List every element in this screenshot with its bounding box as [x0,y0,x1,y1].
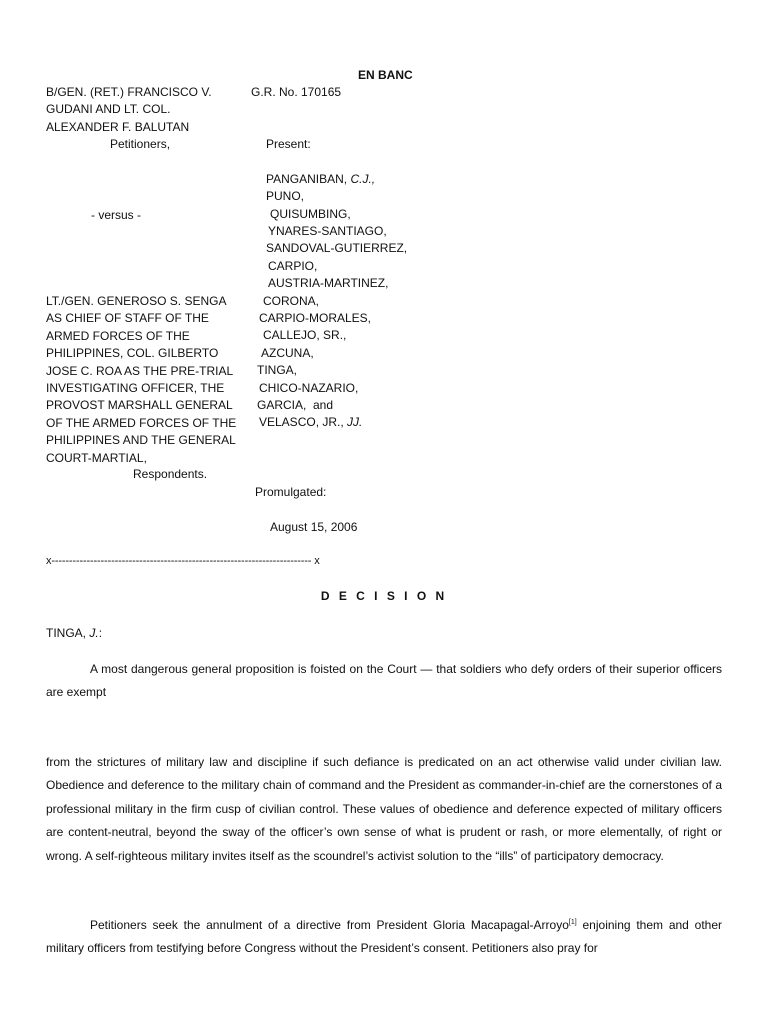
justice-name: QUISUMBING, [270,207,351,221]
present-label: Present: [266,137,311,151]
justice-name: TINGA, [257,363,298,377]
respondents-role: Respondents. [133,467,208,481]
petitioner-line: GUDANI AND LT. COL. [46,102,171,117]
separator-line: x-------------------------------------------------------------------------- x [46,555,320,567]
justice-name: SANDOVAL-GUTIERREZ, [266,241,408,255]
versus-label: - versus - [91,208,142,222]
petitioners-block [46,84,212,136]
respondent-line: OF THE ARMED FORCES OF THE [46,415,237,430]
justice-name: GARCIA, and [257,398,334,412]
justice-name: AZCUNA, [261,346,314,360]
footnote-ref[interactable]: [1] [568,919,577,926]
petitioner-line: ALEXANDER F. BALUTAN [46,119,190,134]
respondent-line: PHILIPPINES, COL. GILBERTO [46,346,219,361]
ponente: TINGA, J.: [46,626,103,640]
respondent-line: ARMED FORCES OF THE [46,328,190,343]
respondent-line: PHILIPPINES AND THE GENERAL [46,433,236,448]
respondents-block [46,293,236,467]
justice-name: CHICO-NAZARIO, [259,381,359,395]
paragraph-3: Petitioners seek the annulment of a directive from President Gloria Macapagal-Arroyo[1] enjoining them and other military officers from testifying before Congress without the President’s consent. Petitioners also pray for [46,918,723,956]
paragraph-2: from the strictures of military law and discipline if such defiance is predicated on an act otherwise valid under civilian law. Obedience and deference to the military chain of command and the President as commander-in-chief are the cornerstones of a professional military in the firm cusp of civilian control. These values of obedience and deference expected of military officers are content-neutral, beyond the sway of the officer’s own sense of what is prudent or rash, or more elementally, of right or wrong. A self-righteous military invites itself as the scoundrel’s activist solution to the “ills” of participatory democracy. [46,755,722,863]
respondent-line: PROVOST MARSHALL GENERAL [46,398,233,413]
justice-name: CARPIO, [268,259,318,273]
respondent-line: INVESTIGATING OFFICER, THE [46,381,225,396]
court-division: EN BANC [358,68,413,82]
respondent-line: JOSE C. ROA AS THE PRE-TRIAL [46,363,234,378]
respondent-line: LT./GEN. GENEROSO S. SENGA [46,294,227,308]
justice-name: VELASCO, JR., JJ. [259,415,363,429]
paragraph-1: A most dangerous general proposition is foisted on the Court — that soldiers who defy orders of their superior officers are exempt [46,662,722,700]
justice-name: CORONA, [263,294,320,308]
justice-name: AUSTRIA-MARTINEZ, [268,276,389,290]
justice-name: YNARES-SANTIAGO, [268,224,387,238]
justice-name: CALLEJO, SR., [263,328,347,342]
petitioners-role: Petitioners, [110,137,171,151]
promulgation-date: August 15, 2006 [270,520,358,534]
respondent-line: AS CHIEF OF STAFF OF THE [46,311,209,326]
promulgated-label: Promulgated: [255,485,327,499]
justice-name: PANGANIBAN, C.J., [266,172,376,186]
respondent-line: COURT-MARTIAL, [46,450,147,465]
justice-name: PUNO, [266,189,305,203]
case-number: G.R. No. 170165 [251,85,342,99]
petitioner-line: B/GEN. (RET.) FRANCISCO V. [46,85,212,99]
justice-name: CARPIO-MORALES, [259,311,372,325]
decision-title: D E C I S I O N [320,589,448,603]
